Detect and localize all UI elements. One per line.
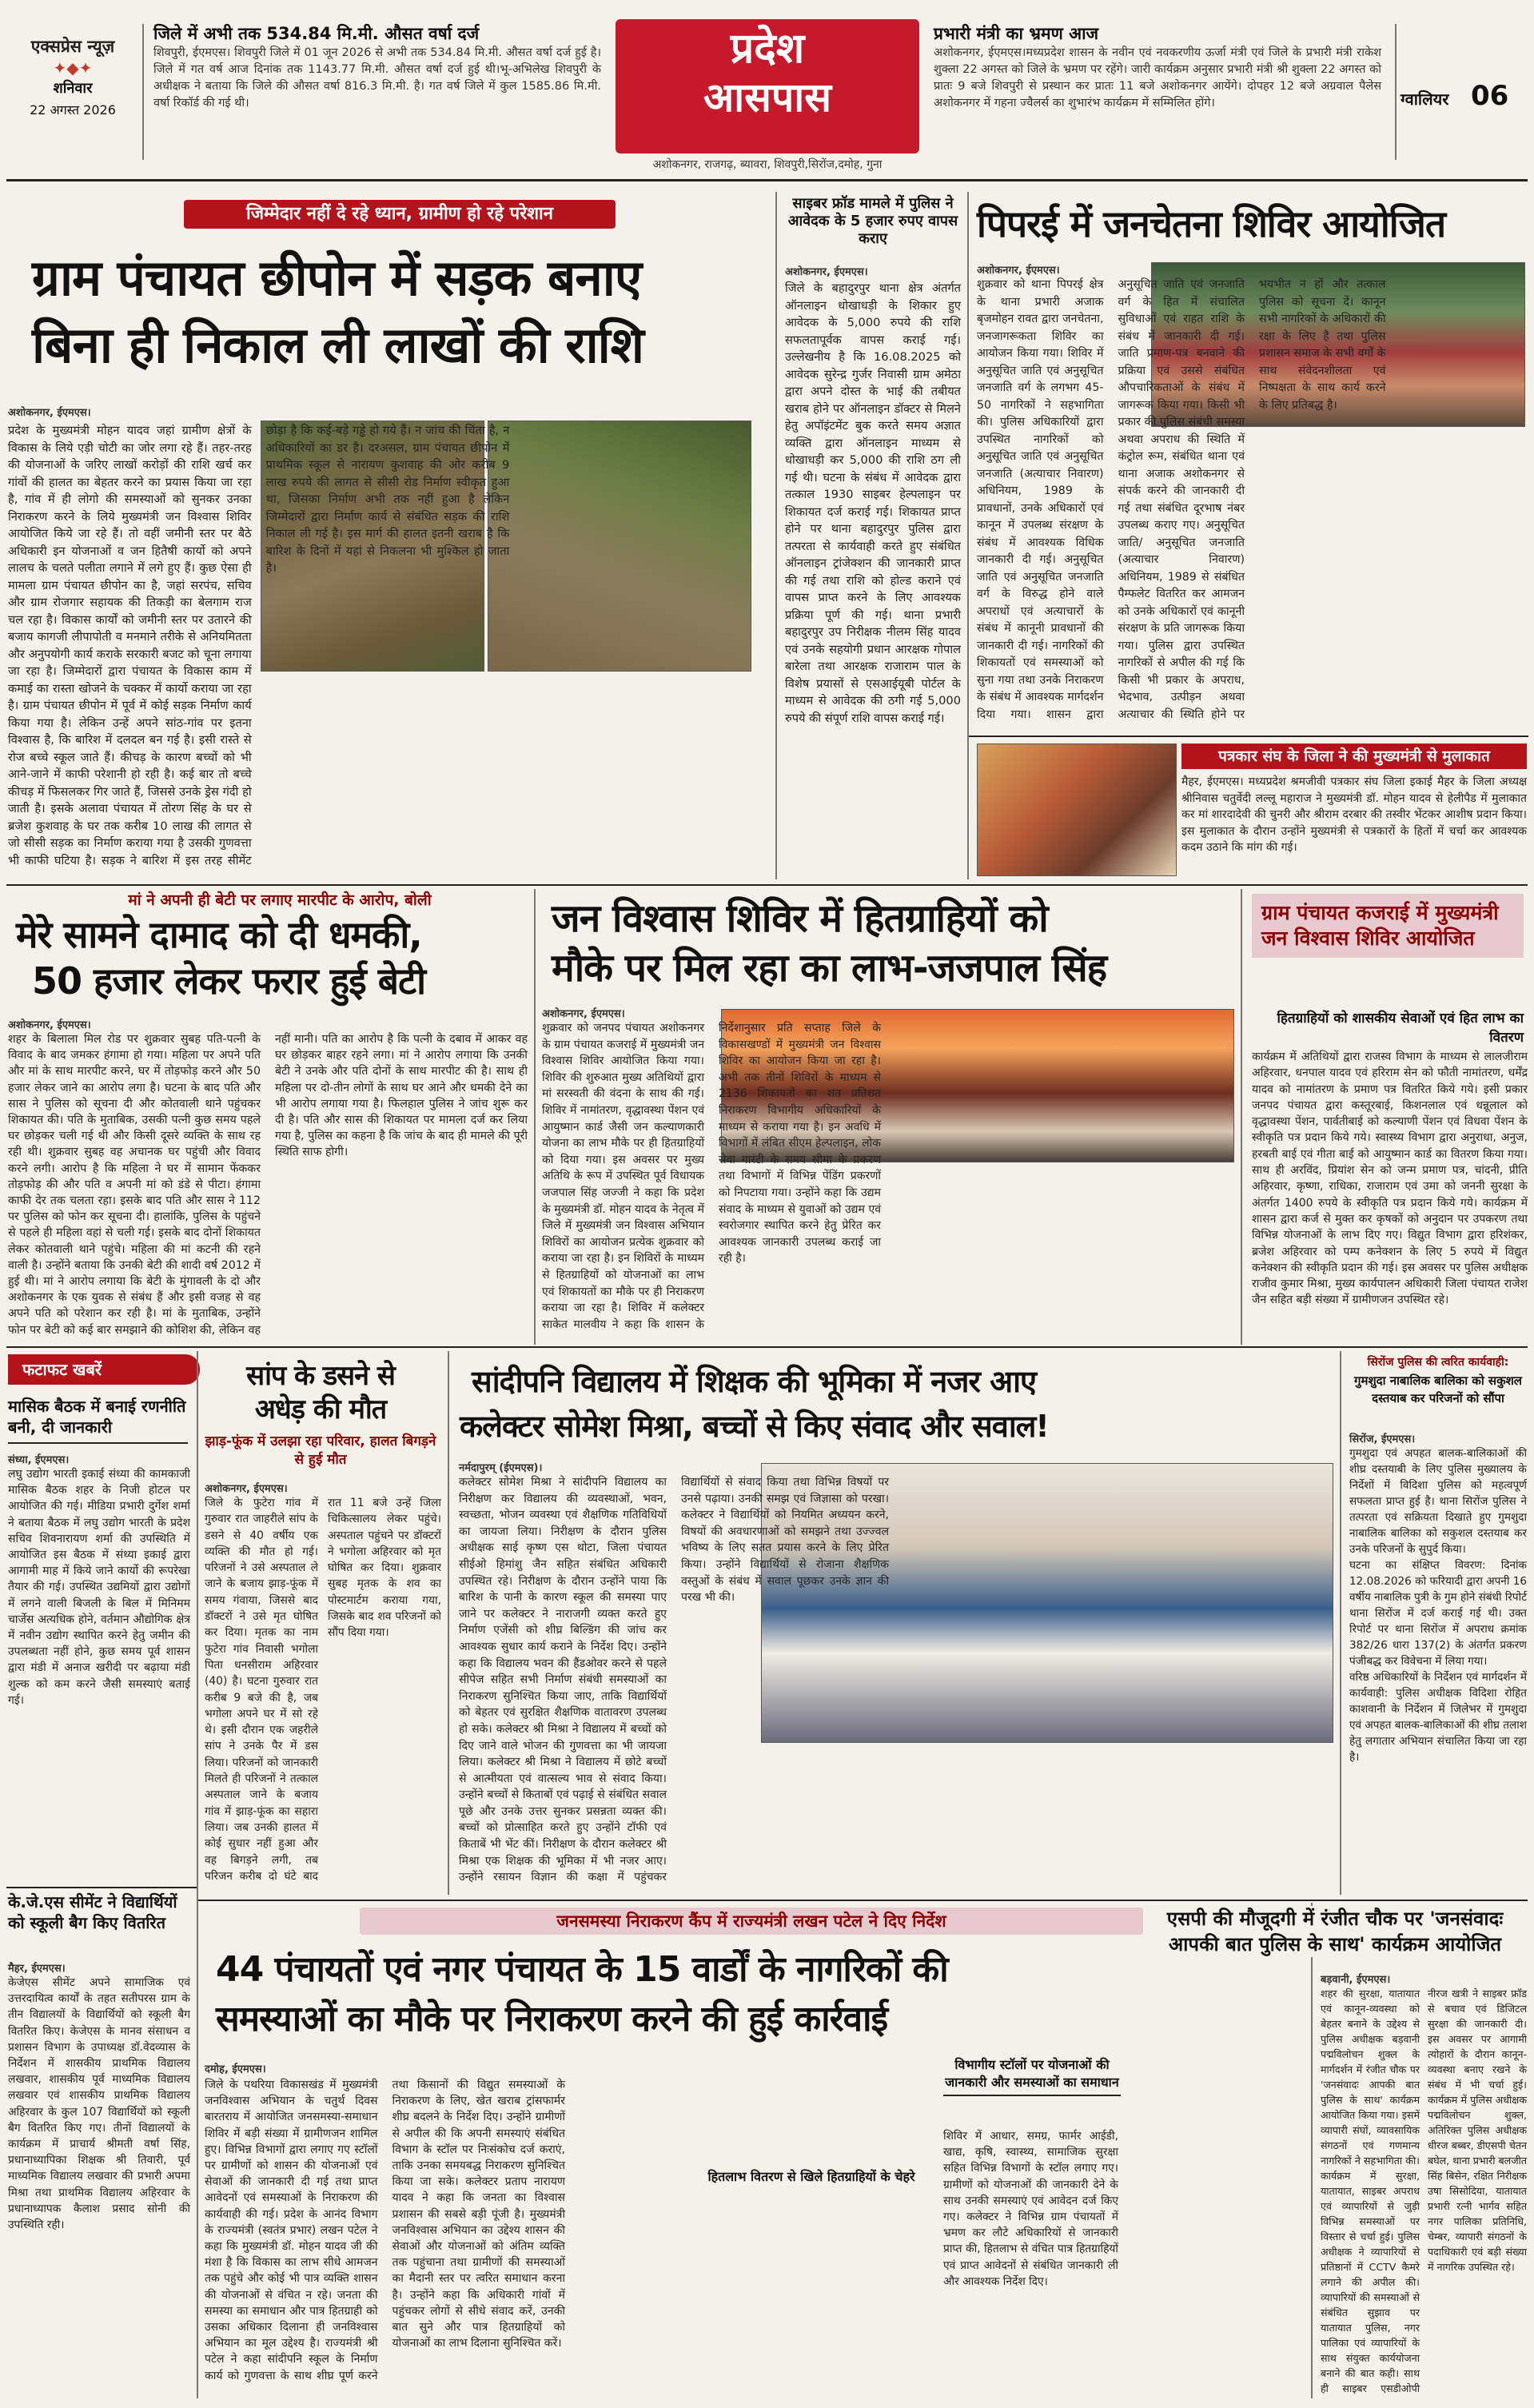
daughter-body: शहर के बिलाला मिल रोड पर शुक्रवार सुबह पति-पत्नी के विवाद के बाद जमकर हंगामा हो गया। महिला पर अपने पति और मां के साथ मारपीट करने, घर में तोड़फोड़ करने और 50 हजार लेकर जाने का आरोप लगा है। घटना के बाद पति और सास ने पुलिस को सूचना दी और कोतवाली थाने पहुंचकर शिकायत की। पति के मुताबिक, उसकी पत्नी कुछ समय पहले घर छोड़कर चली गई थी और किसी दूसरे व्यक्ति के साथ रह रही थी। शुक्रवार सुबह वह अचानक घर पहुंची और विवाद करने लगी। आरोप है कि महिला ने घर में सामान फेंककर तोड़फोड़ की और पति व अपनी मां को डंडे से पीटा। हंगामा काफी देर तक चलता रहा। इसके बाद पति और सास ने 112 पर पुलिस को फोन कर सूचना दी। हालांकि, पुलिस के पहुंचने से पहले ही महिला वहां से चली गई। इसके बाद दोनों शिकायत लेकर कोतवाली थाने पहुंचे। महिला की मां कटनी की रहने वाली है। उन्होंने बताया कि उनकी बेटी की शादी वर्ष 2012 में हुई थी। मां ने आरोप लगाया कि बेटी के मुंगावली के दो और अशोकनगर के एक युवक से संबंध हैं और इसी वजह से वह अपने पति को परेशान कर रही है। मां के मुताबिक, उन्होंने फोन पर बेटी को कई बार समझाने की कोशिश की, लेकिन वह नहीं मानी। पति का आरोप है कि पत्नी के दबाव में आकर वह घर छोड़कर बाहर रहने लगा। मां ने आरोप लगाया कि उनकी बेटी ने उनके और पति दोनों के साथ मारपीट की है। साथ ही महिला पर दो-तीन लोगों के साथ घर आने और धमकी देने का भी आरोप लगाया गया है। फिलहाल पुलिस ने जांच शुरू कर दी है। पति और सास की शिकायत पर मामला दर्ज कर लिया गया है, पुलिस का कहना है कि जांच के बाद ही मामले की पूरी स्थिति साफ होगी। — [8, 1033, 528, 1337]
patrakar-headline: पत्रकार संघ के जिला ने की मुख्यमंत्री से मुलाकात — [1181, 744, 1527, 769]
daughter-headline-2: 50 हजार लेकर फरार हुई बेटी — [32, 959, 426, 1003]
damoh-box1-head: हितलाभ वितरण से खिले हितग्राहियों के चेहरे — [687, 2168, 935, 2186]
pipraee-dateline: अशोकनगर, ईएमएस। — [977, 265, 1060, 277]
section-title-box — [616, 19, 919, 153]
rain-body: शिवपुरी, ईएमएस। शिवपुरी जिले में 01 जून 2026 से अभी तक 534.84 मि.मी. औसत वर्षा दर्ज हुई है। जिले में गत वर्ष आज दिनांक तक 1143.77 मि.मी. औसत वर्षा दर्ज हुई थी।भू-अभिलेख शिवपुरी के अधीक्षक ने बताया कि जिले की औसत वर्षा 816.3 मि.मी. है। गत वर्ष जिले में कुल 1585.86 मि.मी. वर्षा रिकॉर्ड की गई थी। — [153, 46, 601, 110]
journalist-photo — [977, 744, 1177, 876]
minister-body: अशोकनगर, ईएमएस।मध्यप्रदेश शासन के नवीन एवं नवकरणीय ऊर्जा मंत्री एवं जिले के प्रभारी मंत्री राकेश शुक्ला 22 अगस्त को जिले के भ्रमण पर रहेंगे। जारी कार्यक्रम अनुसार प्रभारी मंत्री श्री शुक्ला 22 अगस्त को प्रातः 9 बजे शिवपुरी से प्रस्थान कर प्रातः 11 बजे अशोकनगर आयेंगे। दोपहर 12 बजे अग्रवाल पैलेस अशोकनगर में गहना ज्वैलर्स का शुभारंभ कार्यक्रम में सम्मिलित होंगे। — [934, 46, 1381, 110]
cyber-body: जिले के बहादुरपुर थाना क्षेत्र अंतर्गत ऑनलाइन धोखाधड़ी के शिकार हुए आवेदक के 5,000 रुपये की राशि सफलतापूर्वक वापस कराई गई। उल्लेखनीय है कि 16.08.2025 को आवेदक सुरेन्द्र गुर्जर निवासी ग्राम अमेठा द्वारा अपने दोस्त के भाई की तबीयत खराब होने पर ऑनलाइन डॉक्टर से मिलने हेतु अपॉइंटमेंट बुक करते समय अज्ञात व्यक्ति द्वारा ऑनलाइन माध्यम से धोखाधड़ी कर 5,000 की राशि ठग ली गई थी। घटना के संबंध में आवेदक द्वारा तत्काल 1930 साइबर हेल्पलाइन पर शिकायत दर्ज कराई गई। शिकायत प्राप्त होने पर थाना बहादुरपुर पुलिस द्वारा तत्परता से कार्यवाही करते हुए संबंधित ऑनलाइन ट्रांजेक्शन की जानकारी प्राप्त की गई तथा राशि को होल्ड कराने एवं वापस प्राप्त करने के लिए आवश्यक प्रक्रिया पूर्ण की गई। थाना प्रभारी बहादुरपुर उप निरीक्षक नीलम सिंह यादव एवं उनके सहयोगी प्रधान आरक्षक गोपाल बारेला तथा आरक्षक राजाराम पाल के विशेष प्रयासों से एसआईयूबी पोर्टल के माध्यम से आवेदक की ठगी गई 5,000 रुपये की संपूर्ण राशि वापस कराई गई। — [785, 281, 961, 725]
snake-headline-1: सांप के डसने से — [246, 1360, 395, 1392]
lead-headline-2: बिना ही निकाल ली लाखों की राशि — [32, 316, 643, 374]
damoh-kicker: जनसमस्या निराकरण कैंप में राज्यमंत्री लखन पटेल ने दिए निर्देश — [360, 1908, 1143, 1935]
pipraee-headline: पिपरई में जनचेतना शिविर आयोजित — [977, 202, 1446, 245]
janvishwas-body: शुक्रवार को जनपद पंचायत अशोकनगर के ग्राम पंचायत कजराई में मुख्यमंत्री जन विश्वास शिविर आयोजित किया गया। शिविर की शुरुआत मुख्य अतिथियों द्वारा मां सरस्वती की वंदना के साथ की गई। शिविर में नामांतरण, वृद्धावस्था पेंशन एवं आयुष्मान कार्ड जैसी जन कल्याणकारी योजना का लाभ मौके पर ही हितग्राहियों को दिया गया। इस अवसर पर मुख्य अतिथि के रूप में उपस्थित पूर्व विधायक जजपाल सिंह जज्जी ने कहा कि प्रदेश के मुख्यमंत्री डॉ. मोहन यादव के नेतृत्व में जिले में मुख्यमंत्री जन विश्वास अभियान शिविरों का आयोजन प्रत्येक शुक्रवार को कराया जा रहा है। इन शिविरों के माध्यम से हितग्राहियों को योजनाओं का लाभ एवं शिकायतों का मौके पर ही निराकरण कराया जा रहा है। शिविर में कलेक्टर साकेत मालवीय ने कहा कि शासन के निर्देशानुसार प्रति सप्ताह जिले के विकासखण्डों में मुख्यमंत्री जन विश्वास शिविर का आयोजन किया जा रहा है। अभी तक तीनों शिविरों के माध्यम से 2136 शिकायतों का शत प्रतिशत निराकरण विभागीय अधिकारियों के माध्यम से कराया गया है। इन अवधि में विभागों में लंबित सीएम हेल्पलाइन, लोक सेवा गारंटी के समय सीमा के प्रकरण तथा विभागों में विभिन्न पेंडिंग प्रकरणों को निपटाया गया। उन्होंने कहा कि उद्यम संवाद के माध्यम से युवाओं को उद्यम एवं स्वरोजगार स्थापित करने हेतु प्रेरित कर आवश्यक जानकारी उपलब्ध कराई जा रही है। — [542, 1022, 881, 1331]
fatafat-label-text: फटाफट खबरें — [22, 1360, 102, 1379]
pipraee-body: शुक्रवार को थाना पिपरई क्षेत्र के थाना प्रभारी अजाक बृजमोहन रावत द्वारा जनचेतना, जनजागरूकता शिविर का आयोजन किया गया। शिविर में अनुसूचित जाति एवं अनुसूचित जनजाति वर्ग के लगभग 45-50 नागरिकों ने सहभागिता की। पुलिस अधिकारियों द्वारा उपस्थित नागरिकों को अनुसूचित जाति एवं अनुसूचित जनजाति (अत्याचार निवारण) अधिनियम, 1989 के प्रावधानों, उनके अधिकारों एवं कानून में उपलब्ध संरक्षण के संबंध में आवश्यक विधिक जानकारी दी गई। अनुसूचित जाति एवं अनुसूचित जनजाति वर्ग के विरुद्ध होने वाले अपराधों एवं अत्याचारों के संबंध में कानूनी प्रावधानों की जानकारी दी गई। नागरिकों की शिकायतों एवं समस्याओं को सुना गया तथा उनके निराकरण के संबंध में आवश्यक मार्गदर्शन दिया गया। शासन द्वारा अनुसूचित जाति एवं जनजाति वर्ग के हित में संचालित सुविधाओं एवं राहत राशि के संबंध में जानकारी दी गई। जाति प्रमाण-पत्र बनवाने की प्रक्रिया एवं उससे संबंधित औपचारिकताओं के संबंध में जागरूक किया गया। किसी भी प्रकार की पुलिस संबंधी समस्या अथवा अपराध की स्थिति में कंट्रोल रूम, संबंधित थाना एवं थाना अजाक अशोकनगर से संपर्क करने की जानकारी दी गई तथा संबंधित दूरभाष नंबर उपलब्ध कराए गए। अनुसूचित जाति/ अनुसूचित जनजाति (अत्याचार निवारण) अधिनियम, 1989 से संबंधित पैम्फलेट वितरित कर आमजन को उनके अधिकारों एवं कानूनी संरक्षण के प्रति जागरूक किया गया। पुलिस द्वारा उपस्थित नागरिकों से अपील की गई कि किसी भी प्रकार के अपराध, भेदभाव, उत्पीड़न अथवा अत्याचार की स्थिति होने पर भयभीत न हों और तत्काल पुलिस को सूचना दें। कानून सभी नागरिकों के अधिकारों की रक्षा के लिए है तथा पुलिस प्रशासन समाज के सभी वर्गों के साथ संवेदनशीलता एवं निष्पक्षता के साथ कार्य करने के लिए प्रतिबद्ध है। — [977, 278, 1386, 721]
janvishwas-dateline: अशोकनगर, ईएमएस। — [542, 1008, 625, 1020]
section-title-top: प्रदेश — [730, 25, 805, 73]
fatafat-dateline: संध्या, ईएमएस। — [8, 1454, 70, 1466]
rain-box — [153, 22, 601, 150]
sandipani-dateline: नर्मदापुरम् (ईएमएस)। — [459, 1462, 543, 1474]
ornament-icon: ✦◆✦ — [53, 58, 93, 78]
sironj-headline: गुमशुदा नाबालिक बालिका को सकुशल दस्तयाब कर परिजनों को सौंपा — [1354, 1373, 1522, 1405]
daughter-dateline: अशोकनगर, ईएमएस। — [8, 1019, 91, 1031]
lead-headline-1: ग्राम पंचायत छीपोन में सड़क बनाए — [32, 249, 642, 307]
section-subtitle: अशोकनगर, राजगढ़, ब्यावरा, शिवपुरी,सिरोंज,दमोह, गुना — [652, 158, 883, 171]
badwani-headline: एसपी की मौजूदगी में रंजीत चौक पर 'जनसंवादः आपकी बात पुलिस के साथ' कार्यक्रम आयोजित — [1143, 1906, 1527, 1957]
sironj-kicker: सिरोंज पुलिस की त्वरित कार्यवाही: — [1367, 1356, 1509, 1369]
snake-dateline: अशोकनगर, ईएमएस। — [205, 1483, 288, 1495]
damoh-box2-head: विभागीय स्टॉलों पर योजनाओं की जानकारी और समस्याओं का समाधान — [943, 2056, 1121, 2096]
sandipani-body: कलेक्टर सोमेश मिश्रा ने सांदीपनि विद्यालय का निरीक्षण कर विद्यालय की व्यवस्थाओं, भवन, स्वच्छता, भोजन व्यवस्था एवं शैक्षणिक गतिविधियों का जायजा लिया। निरीक्षण के दौरान पुलिस अधीक्षक साई कृष्ण एस थोटा, जिला पंचायत सीईओ हिमांशु जैन सहित संबंधित अधिकारी उपस्थित रहे। निरीक्षण के दौरान उन्होंने पाया कि बारिश के पानी के कारण स्कूल की समस्या पाए जाने पर कलेक्टर ने नाराजगी व्यक्त करते हुए निर्माण एजेंसी को शीघ्र बिल्डिंग की जांच कर आवश्यक सुधार कार्य कराने के निर्देश दिए। उन्होंने कहा कि विद्यालय भवन की हैंडओवर करने से पहले सीपेज सहित सभी निर्माण संबंधी समस्याओं का निराकरण सुनिश्चित किया जाए, ताकि विद्यार्थियों को बेहतर एवं सुरक्षित शैक्षणिक वातावरण उपलब्ध हो सके। कलेक्टर श्री मिश्रा ने विद्यालय में बच्चों को दिए जाने वाले भोजन की गुणवत्ता का भी जायजा लिया। कलेक्टर श्री मिश्रा ने विद्यालय में छोटे बच्चों से आत्मीयता एवं वात्सल्य भाव से संवाद किया। उन्होंने बच्चों से किताबों एवं पढ़ाई से संबंधित सवाल पूछे और उनके उत्तर सुनकर प्रसन्नता व्यक्त की। बच्चों को प्रोत्साहित करते हुए उन्होंने टॉफी एवं किताबें भी भेंट कीं। निरीक्षण के दौरान कलेक्टर श्री मिश्रा एक शिक्षक की भूमिका में भी नजर आए। उन्होंने रसायन विज्ञान की कक्षा में पहुंचकर विद्यार्थियों से संवाद किया तथा विभिन्न विषयों पर उनसे पढ़ाया। उनकी समझ एवं जिज्ञासा को परखा। कलेक्टर ने विद्यार्थियों को नियमित अध्ययन करने, विषयों की अवधारणाओं को समझने तथा उज्ज्वल भविष्य के लिए सतत प्रयास करने के लिए प्रेरित किया। उन्होंने विद्यार्थियों से रोजाना शैक्षणिक वस्तुओं के संबंध में सवाल पूछकर उनके ज्ञान की परख भी की। — [459, 1476, 889, 1884]
kajraee-kicker: ग्राम पंचायत कजराई में मुख्यमंत्री जन विश्वास शिविर आयोजित — [1252, 894, 1524, 958]
fatafat-body: लघु उद्योग भारती इकाई संध्या की कामकाजी मासिक बैठक शहर के निजी होटल पर आयोजित की गई। मीडिया प्रभारी दुर्गेश शर्मा ने बताया बैठक में लघु उद्योग भारती के प्रदेश सचिव शिवनारायण शर्मा की उपस्थिति में आयोजित इस बैठक में संध्या इकाई द्वारा आगामी माह में किये जाने कार्यो की रूपरेखा तैयार की गई। उपस्थित उद्यमियों द्वारा उद्योगों में लगने वाली बिजली के बिल में मिनिमम चार्जेस अत्यधिक होने, वर्तमान औद्योगिक क्षेत्र में नवीन उद्योग स्थापित करने हेतु जमीन की उपलब्धता नहीं होने, कुछ समय पूर्व शासन द्वारा मंडी में अनाज खरीदी पर बढ़ाया मंडी शुल्क को कम करने जैसी समस्याएं बताई गई। — [8, 1468, 190, 1707]
snake-body: जिले के फुटेरा गांव में गुरुवार रात जाहरीले सांप के डसने से 40 वर्षीय एक व्यक्ति की मौत हो गई। परिजनों ने उसे अस्पताल ले जाने के बजाय झाड़-फूंक में समय गंवाया, जिससे बाद डॉक्टरों ने उसे मृत घोषित कर दिया। मृतक का नाम फुटेरा गांव निवासी भगोला पिता धनसीराम अहिरवार (40) है। घटना गुरुवार रात करीब 9 बजे की है, जब भगोला अपने घर में सो रहे थे। इसी दौरान एक जहरीले सांप ने उनके पैर में डस लिया। परिजनों को जानकारी मिलते ही परिजनों ने तत्काल अस्पताल जाने के बजाय गांव में झाड़-फूंक का सहारा लिया। जब उनकी हालत में कोई सुधार नहीं हुआ और वह बिगड़ने लगी, तब परिजन करीब दो घंटे बाद रात 11 बजे उन्हें जिला चिकित्सालय लेकर पहुंचे। अस्पताल पहुंचने पर डॉक्टरों ने भगोला अहिरवार को मृत घोषित कर दिया। शुक्रवार सुबह मृतक के शव का पोस्टमार्टम कराया गया, जिसके बाद शव परिजनों को सौंप दिया गया। — [205, 1497, 441, 1883]
damoh-headline-2: समस्याओं का मौके पर निराकरण करने की हुई कार्रवाई — [216, 1999, 888, 2039]
jk-body: केजेएस सीमेंट अपने सामाजिक एवं उत्तरदायित्व कार्यों के तहत सतीपरस ग्राम के तीन विद्यालयों के विद्यार्थियों को स्कूली बैग वितरित किए। केजेएस के मानव संसाधन व प्रशासन विभाग के उपाध्यक्ष डॉ.वेदव्यास के निर्देशन में शासकीय प्राथमिक विद्यालय लखवार, शासकीय पूर्व माध्यमिक विद्यालय लखवार एवं शासकीय प्राथमिक विद्यालय अहिरवार के कुल 107 विद्यार्थियों को स्कूली बैग वितरित किए गए। तीनों विद्यालयों के कार्यक्रम में प्राचार्य श्रीमती वर्षा सिंह, प्रधानाध्यापिका शिक्षक श्री तिवारी, पूर्व माध्यमिक विद्यालय लखवार की प्रभारी अपमा मिश्रा तथा प्राथमिक विद्यालय अहिरवार के प्रधानाध्यापक कैलाश प्रसाद सोनी की उपस्थिति रही। — [8, 1976, 190, 2232]
day-label: शनिवार — [53, 80, 93, 97]
brand-name: एक्सप्रेस न्यूज़ — [30, 37, 115, 56]
sironj-dateline: सिरोंज, ईएमएस। — [1349, 1433, 1416, 1445]
city-label: ग्वालियर — [1401, 90, 1449, 109]
snake-subhead: झाड़-फूंक में उलझा रहा परिवार, हालत बिगड़ने से हुई मौत — [205, 1433, 436, 1468]
sandipani-headline-2: कलेक्टर सोमेश मिश्रा, बच्चों से किए संवाद और सवाल! — [460, 1409, 1049, 1444]
daughter-headline-1: मेरे सामने दामाद को दी धमकी, — [16, 913, 422, 956]
janvishwas-headline-2: मौके पर मिल रहा का लाभ-जजपाल सिंह — [552, 946, 1107, 991]
janvishwas-headline-1: जन विश्वास शिविर में हितग्राहियों को — [552, 896, 1048, 941]
rain-headline: जिले में अभी तक 534.84 मि.मी. औसत वर्षा दर्ज — [153, 24, 480, 43]
lead-dateline: अशोकनगर, ईएमएस। — [8, 407, 91, 419]
lead-kicker: जिम्मेदार नहीं दे रहे ध्यान, ग्रामीण हो रहे परेशान — [184, 200, 616, 229]
snake-headline-2: अधेड़ की मौत — [254, 1393, 387, 1425]
badwani-body: शहर की सुरक्षा, यातायात एवं कानून-व्यवस्था को बेहतर बनाने के उद्देश्य से पुलिस अधीक्षक बड़वानी पद्मविलोचन शुक्ल के मार्गदर्शन में रंजीत चौक पर 'जनसंवादः आपकी बात पुलिस के साथ' कार्यक्रम आयोजित किया गया। इसमें व्यापारी संघों, व्यावसायिक संगठनों एवं गणमान्य नागरिकों ने सहभागिता की। कार्यक्रम में सुरक्षा, यातायात, साइबर अपराध एवं व्यापारियों से जुड़ी विभिन्न समस्याओं पर विस्तार से चर्चा हुई। पुलिस अधीक्षक ने व्यापारियों से प्रतिष्ठानों में CCTV कैमरे लगाने की अपील की। व्यापारियों की समस्याओं से संबंधित सुझाव पर यातायात पुलिस, नगर पालिका एवं व्यापारियों के साथ संयुक्त कार्ययोजना बनाने की बात कही। साथ ही साइबर एसडीओपी नीरज खत्री ने साइबर फ्रॉड से बचाव एवं डिजिटल सुरक्षा की जानकारी दी। इस अवसर पर आगामी त्योहारों के दौरान कानून-व्यवस्था बनाए रखने के संबंध में भी चर्चा हुई। कार्यक्रम में पुलिस अधीक्षक पद्मविलोचन शुक्ल, अतिरिक्त पुलिस अधीक्षक धीरज बब्बर, डीएसपी चेतन बघेल, थाना प्रभारी बलजीत सिंह बिसेन, रक्षित निरीक्षक उषा सिसोदिया, यातायात प्रभारी रत्नी भार्गव सहित नगर पालिका प्रतिनिधि, चेम्बर, व्यापारी संगठनों के पदाधिकारी एवं बड़ी संख्या में नागरिक उपस्थित रहे। — [1321, 1987, 1527, 2394]
section-title-bottom: आसपास — [703, 74, 832, 121]
sironj-body: गुमशुदा एवं अपहत बालक-बालिकाओं की शीघ्र दस्तयाबी के लिए पुलिस मुख्यालय के निर्देशों में विदिशा पुलिस को महत्वपूर्ण सफलता प्राप्त हुई है। थाना सिरोंज पुलिस ने तत्परता एवं सक्रियता दिखाते हुए गुमशुदा नाबालिक बालिका को सकुशल दस्तयाब कर उनके परिजनों के सुपुर्द किया। घटना का संक्षिप्त विवरण: दिनांक 12.08.2026 को फरियादी द्वारा अपनी 16 वर्षीय नाबालिक पुत्री के गुम होने संबंधी रिपोर्ट थाना सिरोंज में दर्ज कराई गई थी। उक्त रिपोर्ट पर थाना सिरोंज में अपराध क्रमांक 382/26 धारा 137(2) के अंतर्गत प्रकरण पंजीबद्ध कर विवेचना में लिया गया। वरिष्ठ अधिकारियों के निर्देशन एवं मार्गदर्शन में कार्यवाही: पुलिस अधीक्षक विदिशा रोहित काशवानी के निर्देशन में जिलेभर में गुमशुदा एवं अपहत बालक-बालिकाओं की शीघ्र तलाश हेतु लगातार अभियान संचालित किया जा रहा है। — [1349, 1447, 1527, 1764]
cyber-dateline: अशोकनगर, ईएमएस। — [785, 266, 868, 278]
masthead-brand-box — [6, 24, 139, 144]
date-label: 22 अगस्त 2026 — [30, 102, 116, 118]
lead-body: प्रदेश के मुख्यमंत्री मोहन यादव जहां ग्रामीण क्षेत्रों के विकास के लिये एड़ी चोटी का जोर लगा रहे हैं। तहर-तरह की योजनाओं के जरिए लाखों करोड़ों की राशि खर्च कर गांवों की हालत का बेहतर करने का प्रयास किया जा रहा है, गांव में ही लोगो की समस्याओं को सुनकर उनका निराकरण करने के लिये मुख्यमंत्री जन विश्वास शिविर आयोजित किये जा रहे हैं। तो वहीं जमीनी स्तर पर बैठे अधिकारी इन योजनाओं व जन हितैषी कार्यो को अपने लालच के चलते पलीता लगाने में लगे हुए हैं। कुछ ऐसा ही मामला ग्राम पंचायत छीपोन का है, जहां सरपंच, सचिव और ग्राम रोजगार सहायक की तिकड़ी का बेलगाम राज चल रहा है। विकास कार्यों को जमीनी स्तर पर उतारने की बजाय कागजी लीपापोती व मनमाने तरीके से अनियमितता और अनुपयोगी कार्य कराके सरकारी बजट को चूना लगाया जा रहा है। जिम्मेदारों द्वारा पंचायत के विकास काम में कमाई का रास्ता खोजने के चक्कर में कार्यो कराया जा रहा है। ग्राम पंचायत छीपोन में पूर्व में कोई सड़क निर्माण कार्य किया गया है। लेकिन उन्हें अपने सांठ-गांव पर इतना विश्वास है, कि बारिश में दलदल बन गई है। इसी रास्ते से रोज बच्चे स्कूल जाते हैं। कीचड़ के कारण बच्चों को भी आने-जाने में काफी परेशानी हो रही है। कई बार तो बच्चे कीचड़ में फिसलकर गिर जाते हैं, जिससे उनके ड्रेस गंदी हो जाती है। इसके अलावा पंचायत में तोरण सिंह के घर से ब्रजेश कुशवाह के घर तक करीब 10 लाख की लागत से जो सीसी सड़क का निर्माण कराया गया है उसकी गुणवत्ता भी काफी घटिया है। सड़क ने बारिश में इस तरह सीमेंट छोड़ा है कि कई-बड़े गड्ढे हो गये हैं। न जांच की चिंता है, न अधिकारियों का डर है। दरअसल, ग्राम पंचायत छीपोन में प्राथमिक स्कूल से नारायण कुशवाह की ओर करीब 9 लाख रुपये की लागत से सीसी रोड निर्माण स्वीकृत हुआ था, जिसका निर्माण अभी तक नहीं हुआ है लेकिन जिम्मेदारों द्वारा निर्माण कार्य से संबंधित सड़क की राशि निकाल ली गई है। इस मार्ग की हालत इतनी खराब है कि बारिश के दिनों में यहां से निकलना भी मुश्किल हो जाता है। — [8, 424, 510, 867]
minister-headline: प्रभारी मंत्री का भ्रमण आज — [934, 24, 1099, 43]
damoh-headline-1: 44 पंचायतों एवं नगर पंचायत के 15 वार्डों के नागरिकों की — [216, 1949, 948, 1990]
fatafat-label — [8, 1354, 200, 1385]
kajraee-body: कार्यक्रम में अतिथियों द्वारा राजस्व विभाग के माध्यम से लालजीराम अहिरवार, धनपाल यादव एवं हरिराम सेन को फौती नामांतरण, धर्मेंद्र यादव को नामांतरण के प्रमाण पत्र वितरित किये गये। इसी प्रकार जनपद पंचायत द्वारा कस्तूरबाई, किशनलाल एवं धन्नूलाल को वृद्धावस्था पेंशन, पार्वतीबाई को कल्याणी पेंशन एवं विधवा पेंशन के स्वीकृति पत्र प्रदान किये गये। स्वास्थ्य विभाग द्वारा अनुराधा, अनुज, हरबती बाई एवं गीता बाई को आयुष्मान कार्ड का वितरण किया गया। साथ ही अरविंद, प्रियांश सेन को जन्म प्रमाण पत्र, चांदनी, प्रीति अहिरवार, कृष्णा, राधिका, राजाराम एवं उमा को जननी सुरक्षा के अंतर्गत 1400 रुपये के स्वीकृति पत्र प्रदान किये गये। कार्यक्रम में शासन द्वारा कर्ज से मुक्त कर कृषकों को अनुदान पर उपकरण तथा विभिन्न योजनाओं के लाभ दिए गए। विद्युत विभाग द्वारा हरिशंकर, ब्रजेश अहिरवार को पम्प कनेक्शन के लिए 5 रुपये में विद्युत कनेक्शन की स्वीकृति प्रदान की गई। इस अवसर पर पुलिस अधीक्षक राजीव कुमार मिश्रा, मुख्य कार्यपालन अधिकारी जिला पंचायत राजेश जैन सहित बड़ी संख्या में ग्रामीणजन उपस्थित रहे। — [1252, 1051, 1528, 1307]
jk-headline: के.जे.एस सीमेंट ने विद्यार्थियों को स्कूली बैग किए वितरित — [8, 1892, 177, 1932]
cyber-headline: साइबर फ्रॉड मामले में पुलिस ने आवेदक के 5 हजार रुपए वापस कराए — [787, 195, 958, 247]
page-number: 06 — [1471, 80, 1509, 112]
jk-dateline: मैहर, ईएमएस। — [8, 1963, 66, 1975]
kajraee-subhead: हितग्राहियों को शासकीय सेवाओं एवं हित लाभ का वितरण — [1277, 1011, 1524, 1046]
damoh-body: जिले के पथरिया विकासखंड में मुख्यमंत्री जनविश्वास अभियान के चतुर्थ दिवस बारतराय में आयोजित जनसमस्या-समाधान शिविर में बड़ी संख्या में ग्रामीणजन शामिल हुए। विभिन्न विभागों द्वारा लगाए गए स्टॉलों पर ग्रामीणों को शासन की योजनाओं एवं सेवाओं की जानकारी दी गई तथा प्राप्त आवेदनों एवं समस्याओं के निराकरण की कार्यवाही की गई। प्रदेश के आनंद विभाग के राज्यमंत्री (स्वतंत्र प्रभार) लखन पटेल ने कहा कि मुख्यमंत्री डॉ. मोहन यादव जी की मंशा है कि विकास का लाभ सीधे आमजन तक पहुंचे और कोई भी पात्र व्यक्ति शासन की योजनाओं से वंचित न रहे। जनता की समस्या का समाधान और पात्र हितग्राही को उसका अधिकार दिलाना ही जनविश्वास अभियान का मूल उद्देश्य है। राज्यमंत्री श्री पटेल ने कहा सांदीपनि स्कूल के निर्माण कार्य को गुणवत्ता के साथ शीघ्र पूर्ण करने तथा किसानों की विद्युत समस्याओं के निराकरण के लिए, खेत खराब ट्रांसफार्मर शीघ्र बदलने के निर्देश दिए। उन्होंने ग्रामीणों से अपील की कि अपनी समस्याएं संबंधित विभाग के स्टॉल पर निःसंकोच दर्ज कराएं, ताकि उनका समयबद्ध निराकरण सुनिश्चित किया जा सके। कलेक्टर प्रताप नारायण यादव ने कहा कि जनता का विश्वास प्रशासन की सबसे बड़ी पूंजी है। मुख्यमंत्री जनविश्वास अभियान का उद्देश्य शासन की सेवाओं और योजनाओं को अंतिम व्यक्ति तक पहुंचाना तथा ग्रामीणों की समस्याओं का मैदानी स्तर पर त्वरित समाधान करना है। उन्होंने कहा कि अधिकारी गांवों में पहुंचकर लोगों से सीधे संवाद करें, उनकी बात सुने और पात्र हितग्राहियों को योजनाओं का लाभ दिलाना सुनिश्चित करें। — [205, 2079, 565, 2382]
badwani-dateline: बड़वानी, ईएमएस। — [1321, 1974, 1391, 1986]
daughter-kicker: मां ने अपनी ही बेटी पर लगाए मारपीट के आरोप, बोली — [128, 891, 432, 909]
fatafat-headline: मासिक बैठक में बनाई रणनीति बनी, दी जानकारी — [8, 1396, 188, 1444]
damoh-box2-body: शिविर में आधार, समग्र, फार्मर आईडी, खाद्य, कृषि, स्वास्थ्य, सामाजिक सुरक्षा सहित विभिन्न विभागों के स्टॉल लगाए गए। ग्रामीणों को योजनाओं की जानकारी देने के साथ उनकी समस्याएं एवं आवेदन दर्ज किए गए। कलेक्टर ने विभिन्न ग्राम पंचायतों में भ्रमण कर लौटे अधिकारियों से जानकारी प्राप्त की, हितलाभ से वंचित पात्र हितग्राहियों एवं प्राप्त आवेदनों से संबंधित जानकारी ली और आवश्यक निर्देश दिए। — [943, 2130, 1118, 2288]
sandipani-headline-1: सांदीपनि विद्यालय में शिक्षक की भूमिका में नजर आए — [472, 1364, 1037, 1399]
minister-box — [934, 22, 1381, 158]
patrakar-body: मैहर, ईएमएस। मध्यप्रदेश श्रमजीवी पत्रकार संघ जिला इकाई मैहर के जिला अध्यक्ष श्रीनिवास चतुर्वेदी लल्लू महाराज ने मुख्यमंत्री डॉ. मोहन यादव से हेलीपैड में मुलाकात कर मां शारदादेवी की चुनरी और श्रीराम दरबार की तस्वीर भेंटकर आशीष प्रदान किया। इस मुलाकात के दौरान उन्होंने मुख्यमंत्री से पत्रकारों के हितों में चर्चा कर आवश्यक कदम उठाने कि मांग की गई। — [1181, 775, 1527, 854]
damoh-dateline: दमोह, ईएमएस। — [205, 2063, 266, 2075]
